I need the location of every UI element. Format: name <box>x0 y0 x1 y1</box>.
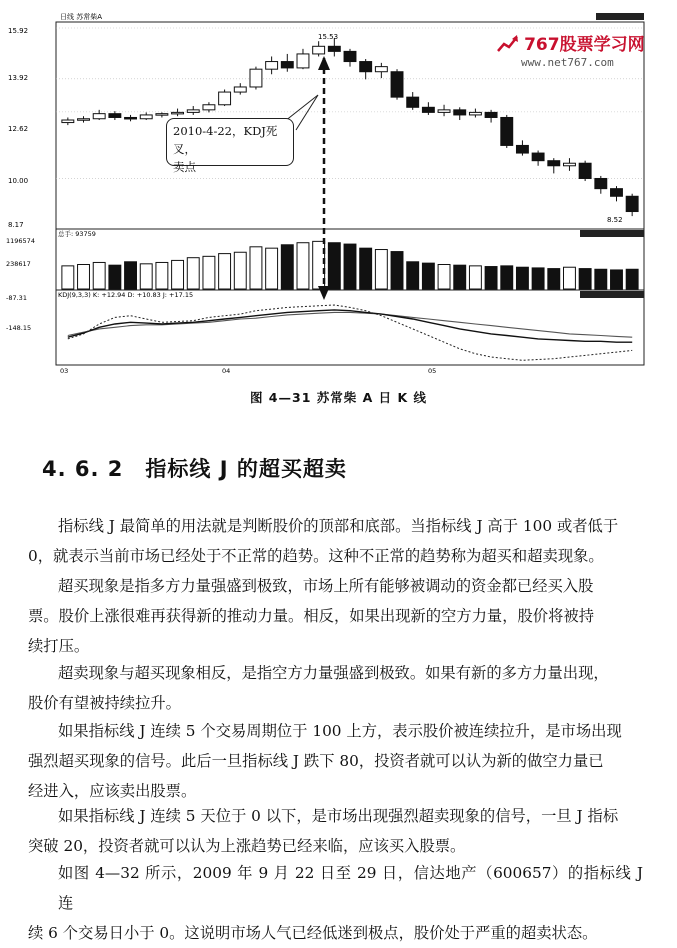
volume-bar <box>501 266 513 289</box>
text-line: 0，就表示当前市场已经处于不正常的趋势。这种不正常的趋势称为超买和超卖现象。 <box>28 547 604 565</box>
volume-bar <box>579 269 591 289</box>
text-line: 股价有望被持续拉升。 <box>28 694 181 712</box>
volume-bar <box>203 256 215 289</box>
volume-label: 总手: 93759 <box>58 230 96 238</box>
y-tick-label: 12.62 <box>8 125 29 133</box>
text-line: 票。股价上涨很难再获得新的推动力量。相反，如果出现新的空方力量，股价将被持 <box>28 607 594 625</box>
volume-bar <box>219 254 231 289</box>
candle-body <box>125 117 137 119</box>
volume-bar <box>109 265 121 289</box>
annotation-line: 2010-4-22，KDJ死叉， <box>173 124 278 156</box>
text-line: 如果指标线 J 连续 5 天位于 0 以下，是市场出现强烈超卖现象的信号，一旦 J 指标 <box>58 807 619 825</box>
candle-body <box>78 119 90 121</box>
candle-body <box>172 112 184 114</box>
section-number: 4. 6. 2 <box>42 457 124 481</box>
volume-bar <box>328 243 340 289</box>
volume-bar <box>62 266 74 289</box>
volume-bar <box>360 248 372 289</box>
paragraph <box>28 801 643 861</box>
candle-body <box>344 51 356 61</box>
paragraph <box>28 858 643 948</box>
text-line: 指标线 J 最简单的用法就是判断股价的顶部和底部。当指标线 J 高于 100 或者低于 <box>58 517 619 535</box>
high-price-label: 15.53 <box>318 33 339 41</box>
candle-body <box>579 163 591 178</box>
volume-bar <box>438 265 450 290</box>
x-tick-label: 04 <box>222 367 231 375</box>
volume-bar <box>187 258 199 289</box>
candle-body <box>297 54 309 68</box>
candle-body <box>234 87 246 92</box>
paragraph <box>28 658 643 718</box>
volume-bar <box>125 262 137 289</box>
volume-bar <box>172 260 184 289</box>
candle-body <box>328 46 340 51</box>
volume-bar <box>469 266 481 289</box>
candle-body <box>266 62 278 70</box>
candle-body <box>422 107 434 112</box>
volume-tick-label: 1196574 <box>6 237 35 245</box>
y-tick-label: 10.00 <box>8 177 29 185</box>
volume-bar <box>611 270 623 289</box>
kdj-label: KDJ(9,3,3) K: +12.94 D: +10.83 J: +17.15 <box>58 291 194 299</box>
volume-bar <box>626 269 638 289</box>
text-line: 经进入，应该卖出股票。 <box>28 782 197 800</box>
candle-body <box>313 46 325 54</box>
candle-body <box>532 153 544 161</box>
volume-bar <box>344 244 356 289</box>
x-tick-label: 05 <box>428 367 437 375</box>
paragraph <box>28 571 643 661</box>
volume-bar <box>156 262 168 289</box>
logo-brand: 767股票学习网 <box>524 35 645 55</box>
text-line: 强烈超买现象的信号。此后一旦指标线 J 跌下 80，投资者就可以认为新的做空力量已 <box>28 752 604 770</box>
logo-url: www.net767.com <box>521 56 614 69</box>
candle-body <box>407 97 419 107</box>
figure-caption: 图 4—31 苏常柴 A 日 K 线 <box>249 390 428 405</box>
candle-body <box>469 112 481 115</box>
volume-bar <box>391 252 403 289</box>
site-logo <box>497 30 645 69</box>
volume-bar <box>422 263 434 289</box>
candle-body <box>454 110 466 115</box>
volume-bar <box>375 250 387 289</box>
chart-frame <box>56 22 644 365</box>
text-line: 续打压。 <box>28 637 90 655</box>
paragraph <box>28 716 643 806</box>
candle-body <box>611 189 623 197</box>
volume-bar <box>564 267 576 289</box>
volume-bar <box>266 248 278 289</box>
volume-bar <box>407 262 419 289</box>
volume-bar <box>485 267 497 289</box>
y-tick-label: 8.17 <box>8 221 24 229</box>
candle-body <box>140 115 152 119</box>
text-line: 续 6 个交易日小于 0。这说明市场人气已经低迷到极点，股价处于严重的超卖状态。 <box>28 924 598 942</box>
volume-title-bar <box>580 230 644 237</box>
candle-body <box>93 114 105 119</box>
volume-bar <box>548 269 560 289</box>
text-line: 如图 4—32 所示，2009 年 9 月 22 日至 29 日，信达地产（600657）的指标线 J 连 <box>58 864 643 912</box>
candle-body <box>109 114 121 118</box>
volume-bar <box>595 269 607 289</box>
candle-body <box>391 72 403 97</box>
volume-bar <box>532 268 544 289</box>
volume-bar <box>454 265 466 289</box>
x-tick-label: 03 <box>60 367 69 375</box>
candle-body <box>219 92 231 105</box>
section-title: 指标线 J 的超买超卖 <box>145 457 347 481</box>
text-line: 如果指标线 J 连续 5 个交易周期位于 100 上方，表示股价被连续拉升，是市场出现 <box>58 722 622 740</box>
text-line: 突破 20，投资者就可以认为上涨趋势已经来临，应该买入股票。 <box>28 837 466 855</box>
y-tick-label: 15.92 <box>8 27 29 35</box>
candle-body <box>626 196 638 211</box>
section-heading <box>42 453 347 483</box>
volume-tick-label: 238617 <box>6 260 31 268</box>
text-line: 超买现象是指多方力量强盛到极致，市场上所有能够被调动的资金都已经买入股 <box>58 577 594 595</box>
candle-body <box>595 178 607 188</box>
kdj-tick-label: -87.31 <box>6 294 27 302</box>
kdj-title-bar <box>580 291 644 298</box>
candle-body <box>156 114 168 116</box>
volume-bar <box>516 267 528 289</box>
candle-body <box>516 145 528 153</box>
candle-body <box>438 110 450 113</box>
chart-toolbar <box>596 13 644 20</box>
candle-body <box>62 120 74 123</box>
candle-body <box>360 62 372 72</box>
y-tick-label: 13.92 <box>8 74 29 82</box>
candle-body <box>203 105 215 110</box>
candle-body <box>187 110 199 113</box>
volume-bar <box>140 264 152 289</box>
chart-logo-icon <box>497 34 519 54</box>
candle-body <box>501 117 513 145</box>
kdj-tick-label: -148.15 <box>6 324 32 332</box>
text-line: 超卖现象与超买现象相反，是指空方力量强盛到极致。如果有新的多方力量出现， <box>58 664 609 682</box>
candle-body <box>548 161 560 166</box>
low-price-label: 8.52 <box>607 216 623 224</box>
volume-bar <box>297 243 309 289</box>
volume-bar <box>281 245 293 289</box>
candle-body <box>375 67 387 72</box>
volume-bar <box>78 265 90 290</box>
candle-body <box>281 62 293 68</box>
chart-header-label: 日线 苏常柴A <box>60 13 103 21</box>
annotation-line: 卖点 <box>173 160 196 174</box>
volume-bar <box>250 247 262 289</box>
candle-body <box>564 163 576 166</box>
paragraph <box>28 511 643 571</box>
volume-bar <box>93 262 105 289</box>
candle-body <box>485 112 497 117</box>
candle-body <box>250 69 262 87</box>
volume-bar <box>234 252 246 289</box>
sell-point-annotation <box>166 118 294 174</box>
